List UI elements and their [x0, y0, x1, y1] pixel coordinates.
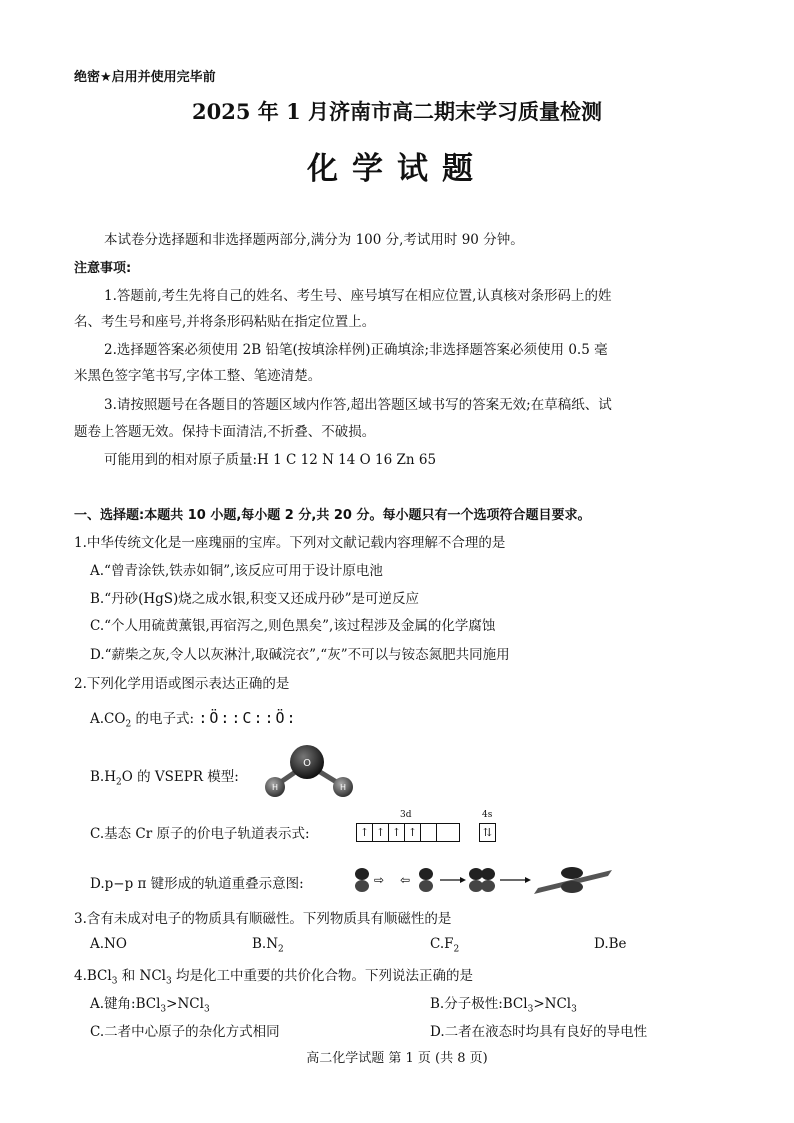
note-line: 3.请按照题号在各题目的答题区域内作答,超出答题区域书写的答案无效;在草稿纸、试 [104, 397, 612, 413]
q2-stem: 2.下列化学用语或图示表达正确的是 [74, 676, 290, 692]
orbital-box: ↑ [404, 823, 421, 842]
orbital-label-3d: 3d [400, 810, 412, 820]
q3-option-b [252, 936, 284, 955]
subscript: 3 [111, 976, 118, 987]
orbital-label-4s: 4s [482, 810, 493, 820]
page-footer: 高二化学试题 第 1 页 (共 8 页) [306, 1051, 488, 1066]
q4-option-a [90, 992, 210, 1015]
q4-a-text: >NCl [166, 996, 204, 1012]
pi-bond-overlap-diagram [350, 864, 615, 896]
q4-stem-text: 4.BCl [74, 968, 112, 984]
q3-option-a: A.NO [90, 936, 127, 952]
orbital-box: ⇅ [479, 823, 496, 842]
water-vsepr-model [255, 740, 365, 800]
orbital-diagram-3d [357, 822, 460, 842]
note-line: 名、考生号和座号,并将条形码粘贴在指定位置上。 [74, 314, 376, 330]
q3-b-label: B.N [252, 936, 279, 952]
q2-option-c: C.基态 Cr 原子的价电子轨道表示式: [90, 826, 310, 842]
pi-bond-cloud-icon [534, 867, 612, 894]
q4-a-text: A.键角:BCl [90, 996, 161, 1012]
orbital-box: ↑ [372, 823, 389, 842]
subscript: 2 [125, 719, 132, 730]
q3-c-label: C.F [430, 936, 454, 952]
atomic-mass: 可能用到的相对原子质量:H 1 C 12 N 14 O 16 Zn 65 [104, 452, 437, 468]
q1-stem: 1.中华传统文化是一座瑰丽的宝库。下列对文献记载内容理解不合理的是 [74, 535, 506, 551]
note-line: 题卷上答题无效。保持卡面清洁,不折叠、不破损。 [74, 424, 376, 440]
orbital-box: ↑ [388, 823, 405, 842]
q4-stem [74, 964, 473, 987]
oxygen-label: O [303, 758, 311, 769]
exam-title: 2025 年 1 月济南市高二期末学习质量检测 [192, 99, 602, 124]
note-line: 1.答题前,考生先将自己的姓名、考生号、座号填写在相应位置,认真核对条形码上的姓 [104, 288, 612, 304]
q1-option-d: D.“薪柴之灰,令人以灰淋汁,取碱浣衣”,“灰”不可以与铵态氮肥共同施用 [90, 647, 510, 663]
notice-title: 注意事项: [74, 261, 132, 276]
q2-a-text: 的电子式: [131, 711, 195, 727]
orbital-diagram-4s [480, 822, 496, 842]
orbital-box [436, 823, 460, 842]
secret-label: 绝密★启用并使用完毕前 [74, 70, 216, 85]
q2-a-label: A.CO [90, 711, 126, 727]
hydrogen-label: H [271, 783, 279, 792]
q4-b-text: B.分子极性:BCl [430, 996, 528, 1012]
q1-option-b: B.“丹砂(HgS)烧之成水银,积变又还成丹砂”是可逆反应 [90, 591, 420, 607]
p-orbital-icon [419, 868, 433, 892]
q4-stem-text: 均是化工中重要的共价化合物。下列说法正确的是 [171, 968, 474, 984]
note-line: 米黑色签字笔书写,字体工整、笔迹清楚。 [74, 368, 322, 384]
subscript: 3 [571, 1004, 577, 1015]
orbital-box: ↑ [356, 823, 373, 842]
q4-option-c: C.二者中心原子的杂化方式相同 [90, 1024, 280, 1040]
q1-option-a: A.“曾青涂铁,铁赤如铜”,该反应可用于设计原电池 [90, 563, 383, 579]
note-line: 2.选择题答案必须使用 2B 铅笔(按填涂样例)正确填涂;非选择题答案必须使用 0.5 毫 [104, 342, 608, 358]
q3-option-d: D.Be [594, 936, 627, 952]
orbital-box [420, 823, 437, 842]
q3-option-c [430, 936, 459, 955]
subscript: 3 [203, 1004, 210, 1015]
q4-option-d: D.二者在液态时均具有良好的导电性 [430, 1024, 648, 1040]
arrow-icon: ⇦ [400, 873, 411, 887]
q2-option-d: D.p−p π 键形成的轨道重叠示意图: [90, 876, 304, 892]
subject-title: 化学试题 [307, 151, 487, 187]
hydrogen-label: H [339, 783, 347, 792]
subscript: 2 [116, 777, 122, 788]
q4-option-b [430, 992, 577, 1015]
q2-option-a [90, 707, 298, 730]
subscript: 3 [527, 1004, 534, 1015]
q1-option-c: C.“个人用硫黄薰银,再宿泻之,则色黑矣”,该过程涉及金属的化学腐蚀 [90, 618, 496, 634]
subscript: 3 [160, 1004, 167, 1015]
section-title: 一、选择题:本题共 10 小题,每小题 2 分,共 20 分。每小题只有一个选项符合题目要求。 [74, 508, 591, 523]
q4-stem-text: 和 NCl [117, 968, 166, 984]
p-orbital-icon [355, 868, 369, 892]
subscript: 3 [165, 976, 172, 987]
q2-b-label: B.H [90, 769, 116, 785]
co2-lewis-structure: :Ö::C::Ö: [198, 709, 298, 727]
intro-line: 本试卷分选择题和非选择题两部分,满分为 100 分,考试用时 90 分钟。 [104, 232, 524, 248]
q2-option-b [90, 765, 239, 788]
arrow-icon: ⇨ [374, 873, 385, 887]
subscript: 2 [453, 944, 460, 955]
subscript: 2 [278, 944, 284, 955]
q3-stem: 3.含有未成对电子的物质具有顺磁性。下列物质具有顺磁性的是 [74, 911, 452, 927]
q4-b-text: >NCl [533, 996, 572, 1012]
overlapping-orbitals-icon [469, 868, 495, 892]
q2-b-text: O 的 VSEPR 模型: [121, 769, 239, 785]
